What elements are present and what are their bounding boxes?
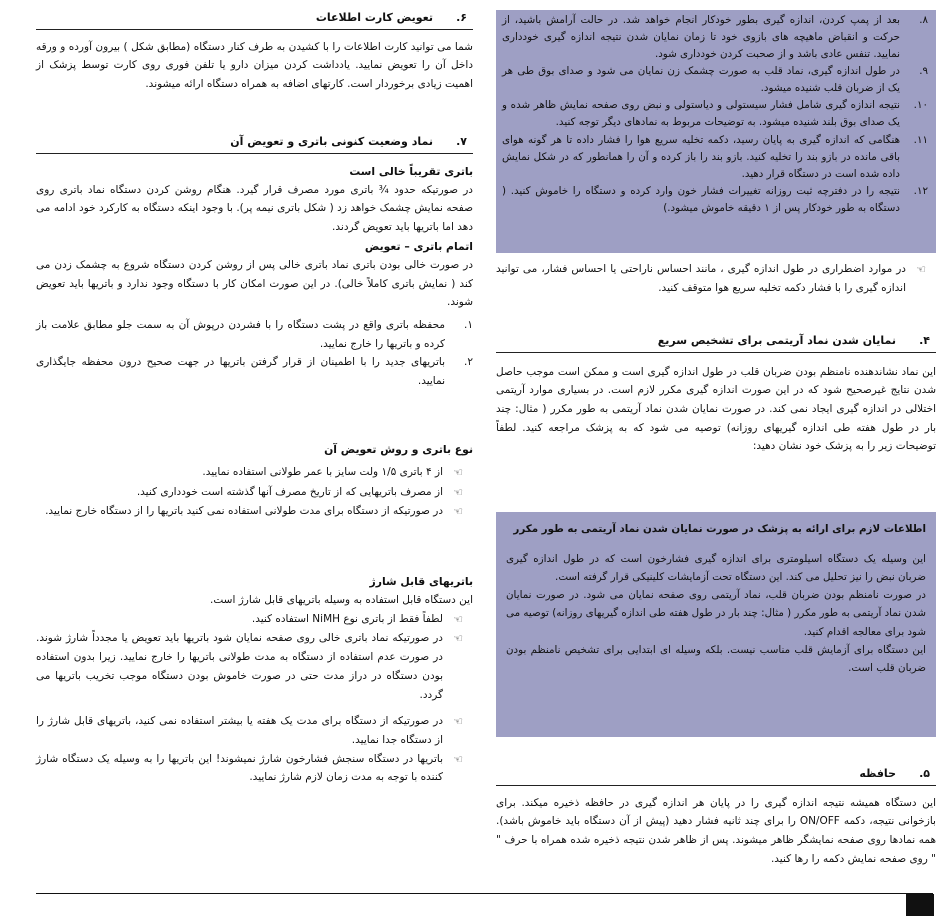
info-box-paragraph: در صورت نامنظم بودن ضربان قلب، نماد آریتمی روی صفحه نمایان می شود. در صورت نمایان شدن نماد آریتمی به طور مکرر ( مثال: چند بار در طول هفته طی اندازه گیریهای روزانه) توصیه می شود برای معالجه اقدام کنید.	[506, 589, 926, 638]
step-item	[502, 132, 928, 183]
note-item	[36, 502, 473, 522]
step-text: نتیجه را در دفترچه ثبت روزانه تغییرات فشار خون وارد کرده و دستگاه را خاموش کنید. ( دستگاه به طور خودکار پس از ۱ دقیقه خاموش میشود.)	[502, 184, 900, 214]
section-rechargeable	[36, 572, 473, 787]
step-number: ۱۱.	[913, 133, 928, 146]
section-title: نماد وضعیت کنونی باتری و تعویض آن	[230, 135, 433, 148]
subsection-body: این دستگاه قابل استفاده به وسیله باتریهای قابل شارژ است.	[210, 594, 473, 607]
subsection-title: نوع باتری و روش تعویض آن	[324, 443, 473, 456]
steps-box	[496, 10, 936, 253]
section-body: شما می توانید کارت اطلاعات را با کشیدن به طرف کنار دستگاه (مطابق شکل ) بیرون آورده و ورقه داخل آن را تعویض نمایید. یادداشت کردن میزان دارو یا تلفن فوری روی کارت توسط پزشک از اهمیت زیادی برخوردار است. کارتهای اضافه به همراه دستگاه ارائه میشوند.	[36, 40, 473, 90]
pointing-hand-icon: ☜	[453, 466, 463, 480]
pointing-hand-icon: ☜	[453, 752, 463, 766]
emergency-note-text: در موارد اضطراری در طول اندازه گیری ، مانند احساس ناراحتی یا احساس فشار، می توانید اندازه گیری را با فشار دکمه تخلیه سریع هوا متوقف کنید.	[496, 263, 906, 294]
section-heading	[36, 132, 473, 154]
section-heading	[496, 331, 936, 353]
step-number: ۲.	[464, 356, 473, 369]
note-text: از مصرف باتریهایی که از تاریخ مصرف آنها گذشته است خودداری کنید.	[136, 485, 443, 498]
section-number: ۴.	[919, 334, 930, 347]
section-heading	[496, 764, 936, 786]
pointing-hand-icon: ☜	[453, 612, 463, 626]
section-number: ۵.	[919, 767, 930, 780]
left-column	[36, 0, 473, 880]
pointing-hand-icon: ☜	[453, 505, 463, 519]
step-text: محفظه باتری واقع در پشت دستگاه را با فشردن درپوش آن به سمت جلو مطابق علامت باز کرده و باتریها را خارج نمایید.	[36, 319, 445, 350]
note-text: در صورتیکه از دستگاه برای مدت طولانی استفاده نمی کنید باتریها را از دستگاه خارج نمایید.	[45, 505, 443, 518]
step-text: در طول اندازه گیری، نماد قلب به صورت چشمک زن نمایان می شود و صدای بوق طی هر یک از ضربان قلب شنیده میشود.	[502, 65, 900, 95]
step-text: نتیجه اندازه گیری شامل فشار سیستولی و دیاستولی و نبض روی صفحه نمایش ظاهر شده و یک صدای بوق بلند شنیده میشود. به توضیحات مربوط به نمادهای دیگر توجه کنید.	[502, 99, 900, 129]
pointing-hand-icon: ☜	[453, 715, 463, 729]
info-box-paragraph: این دستگاه برای آزمایش قلب مناسب نیست. بلکه وسیله ای ابتدایی برای تشخیص نامنظم بودن ضربان قلب است.	[506, 643, 926, 674]
emergency-note	[496, 260, 936, 297]
note-text: باتریها در دستگاه سنجش فشارخون شارژ نمیشوند! این باتریها را به وسیله یک دستگاه شارژ کننده با توجه به مدت زمان لازم شارژ نمایید.	[36, 752, 443, 784]
note-item	[36, 463, 473, 483]
step-text: هنگامی که اندازه گیری به پایان رسید، دکمه تخلیه سریع هوا را فشار داده تا هر گونه هوای باقی مانده در بازو بند را تخلیه کنید. بازو بند را باز کرده و آن را همانطور که در شکل نمایش داده شده است در دستگاه قرار دهید.	[502, 133, 900, 180]
note-item	[36, 750, 473, 787]
section-battery-type	[36, 440, 473, 522]
subsection-title: باتریهای قابل شارژ	[369, 575, 473, 588]
step-item	[502, 12, 928, 63]
subsection-body: در صورت خالی بودن باتری نماد باتری خالی پس از روشن کردن دستگاه شروع به چشمک زدن می کند ( نمایش باتری کاملاً خالی). در این صورت امکان کار با دستگاه وجود ندارد و باتریها باید تعویض شوند.	[36, 259, 473, 309]
pointing-hand-icon: ☜	[916, 263, 926, 276]
section-battery-status	[36, 132, 473, 391]
subsection-body: در صورتیکه حدود ¾ باتری مورد مصرف قرار گیرد. هنگام روشن کردن دستگاه نماد باتری روی صفحه نمایش چشمک خواهد زد ( شکل باتری نیمه پر). با وجود اینکه دستگاه به کارکرد خود ادامه می دهد اما باتریها باید تعویض گردند.	[36, 183, 473, 234]
step-number: ۱۲.	[913, 184, 928, 197]
pointing-hand-icon: ☜	[453, 485, 463, 499]
section-body: این دستگاه همیشه نتیجه اندازه گیری را در پایان هر اندازه گیری در حافظه ذخیره میکند. برای بازخوانی نتیجه، دکمه ON/OFF را برای چند ثانیه فشار دهید (پیش از آن دستگاه باید خاموش باشد). همه نمادها روی صفحه نمایشگر ظاهر میشوند. پس از ظاهر شدن نتیجه ذخیره شده همراه با حرف " " روی صفحه نمایش دکمه را رها کنید.	[496, 796, 936, 865]
info-box-title: اطلاعات لازم برای ارائه به پزشک در صورت نمایان شدن نماد آریتمی به طور مکرر	[513, 523, 926, 535]
page-marker-block	[906, 894, 934, 916]
section-memory	[496, 764, 936, 868]
subsection-title: باتری تقریباً خالی است	[349, 164, 473, 178]
note-text: در صورتیکه نماد باتری خالی روی صفحه نمایان شود باتریها باید تعویض یا مجدداً شارژ شوند. در صورت عدم استفاده از دستگاه به مدت طولانی باتریها را خارج نمایید. زیرا بدون استفاده بودن دستگاه در دراز مدت حتی در صورت خاموش بودن دستگاه موجب تخریب باتریها می گردد.	[36, 632, 443, 701]
section-body: این نماد نشاندهنده نامنظم بودن ضربان قلب در طول اندازه گیری است و ممکن است موجب حاصل شدن نتایج غیرصحیح شود که در این صورت اندازه گیری مکرر لازم است. در بسیاری موارد آریتمی اختلالی در اندازه گیری ایجاد نمی کند. در صورت نمایان شدن نماد آریتمی به طور مکرر ( مثال: چند بار در طول هفته طی اندازه گیریهای روزانه) توصیه می شود که به پزشک مراجعه کنید. لطفاً توضیحات زیر را به پزشک خود نشان دهید:	[496, 365, 936, 453]
step-item	[502, 183, 928, 217]
note-item	[36, 712, 473, 749]
step-text: بعد از پمپ کردن، اندازه گیری بطور خودکار انجام خواهد شد. در حالت آرامش باشید، از حرکت و انقباض ماهیچه های بازوی خود تا زمان نمایان شدن نتیجه اندازه گیری خودداری نمایید. تنفس عادی باشد و از صحبت کردن خودداری شود.	[502, 14, 900, 61]
section-title: نمایان شدن نماد آریتمی برای تشخیص سریع	[657, 334, 896, 347]
section-arrhythmia	[496, 331, 936, 456]
section-number: ۷.	[456, 135, 467, 148]
step-number: ۱.	[464, 319, 473, 332]
section-number: ۶.	[456, 11, 467, 24]
section-title: تعویض کارت اطلاعات	[315, 11, 433, 24]
step-item	[502, 97, 928, 131]
info-box-paragraph: این وسیله یک دستگاه اسیلومتری برای اندازه گیری فشارخون است که در طول اندازه گیری ضربان نبض را نیز تحلیل می کند. این دستگاه تحت آزمایشات کلینیکی قرار گرفته است.	[506, 553, 926, 584]
battery-step	[36, 316, 473, 353]
note-text: لطفاً فقط از باتری نوع NiMH استفاده کنید.	[251, 612, 443, 625]
section-info-card	[36, 8, 473, 94]
footer-rule	[36, 893, 933, 894]
note-item	[36, 629, 473, 704]
note-item	[36, 483, 473, 503]
step-text: باتریهای جدید را با اطمینان از قرار گرفتن باتریها در جهت صحیح درون محفظه جایگذاری نمایید.	[36, 356, 445, 388]
note-text: در صورتیکه از دستگاه برای مدت یک هفته یا بیشتر استفاده نمی کنید، باتریهای قابل شارژ را از دستگاه جدا نمایید.	[36, 715, 443, 746]
subsection-title: اتمام باتری – تعویض	[364, 239, 473, 253]
step-number: ۸.	[919, 14, 928, 26]
step-item	[502, 63, 928, 97]
pointing-hand-icon: ☜	[453, 632, 463, 646]
step-number: ۱۰.	[913, 99, 928, 112]
battery-step	[36, 353, 473, 390]
step-number: ۹.	[919, 65, 928, 78]
right-column	[496, 0, 936, 880]
note-item	[36, 610, 473, 630]
doctor-info-box	[496, 512, 936, 737]
section-title: حافظه	[859, 767, 896, 780]
section-heading	[36, 8, 473, 30]
note-text: از ۴ باتری ۱/۵ ولت سایز با عمر طولانی استفاده نمایید.	[202, 466, 443, 479]
